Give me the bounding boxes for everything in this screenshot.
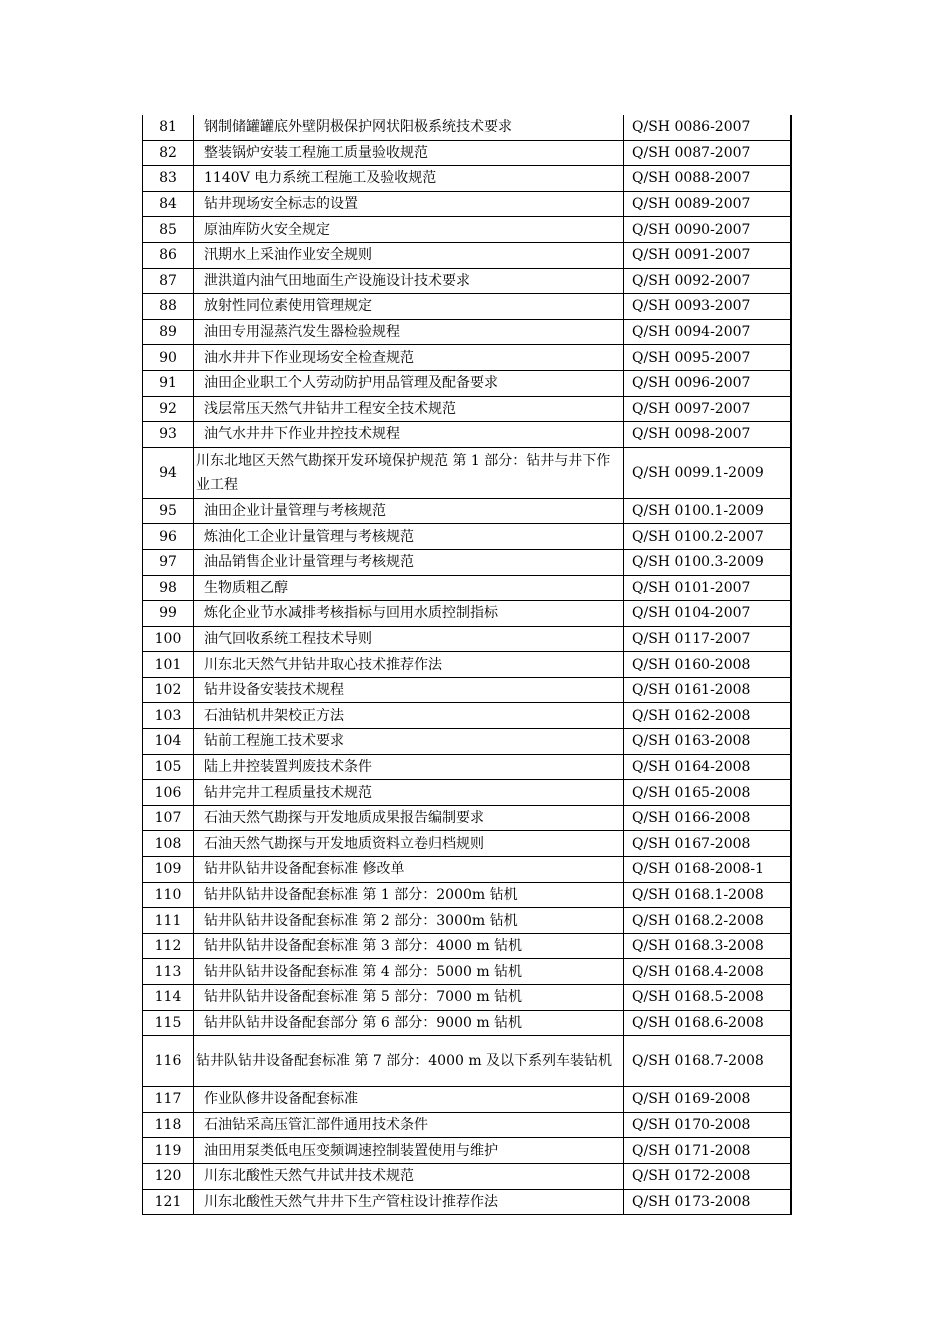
standard-name-cell: 1140V 电力系统工程施工及验收规范: [194, 166, 624, 192]
standard-name-cell: 油田企业职工个人劳动防护用品管理及配备要求: [194, 370, 624, 396]
standard-name-cell: 泄洪道内油气田地面生产设施设计技术要求: [194, 268, 624, 294]
standard-name-cell: 炼油化工企业计量管理与考核规范: [194, 524, 624, 550]
standard-code-cell: Q/SH 0171-2008: [624, 1138, 791, 1164]
row-number-cell: 84: [143, 191, 194, 217]
standard-name-cell: 浅层常压天然气井钻井工程安全技术规范: [194, 396, 624, 422]
standard-name-cell: 原油库防火安全规定: [194, 217, 624, 243]
standard-code-cell: Q/SH 0089-2007: [624, 191, 791, 217]
standard-code-cell: Q/SH 0100.1-2009: [624, 498, 791, 524]
row-number-cell: 109: [143, 857, 194, 883]
standard-name-cell: 整装锅炉安装工程施工质量验收规范: [194, 140, 624, 166]
standard-code-cell: Q/SH 0162-2008: [624, 703, 791, 729]
standard-code-cell: Q/SH 0168.3-2008: [624, 933, 791, 959]
standard-name-cell: 川东北酸性天然气井试井技术规范: [194, 1163, 624, 1189]
row-number-cell: 96: [143, 524, 194, 550]
standard-name-cell: 钻井队钻井设备配套标准 第 2 部分：3000m 钻机: [194, 908, 624, 934]
standard-code-cell: Q/SH 0165-2008: [624, 780, 791, 806]
table-row: [143, 1087, 791, 1113]
row-number-cell: 117: [143, 1087, 194, 1113]
table-row: [143, 857, 791, 883]
standard-code-cell: Q/SH 0100.2-2007: [624, 524, 791, 550]
standard-name-cell: 油气回收系统工程技术导则: [194, 626, 624, 652]
standard-name-cell: 陆上井控装置判废技术条件: [194, 754, 624, 780]
standards-table-body: [143, 115, 791, 1215]
table-row: [143, 115, 791, 140]
row-number-cell: 118: [143, 1112, 194, 1138]
row-number-cell: 111: [143, 908, 194, 934]
table-row: [143, 1189, 791, 1215]
table-row: [143, 780, 791, 806]
standard-code-cell: Q/SH 0170-2008: [624, 1112, 791, 1138]
standard-name-cell: 川东北天然气井钻井取心技术推荐作法: [194, 652, 624, 678]
table-row: [143, 370, 791, 396]
standard-code-cell: Q/SH 0098-2007: [624, 422, 791, 448]
standard-name-cell: 作业队修井设备配套标准: [194, 1087, 624, 1113]
table-row: [143, 601, 791, 627]
standard-name-cell: 油田企业计量管理与考核规范: [194, 498, 624, 524]
standard-name-cell: 油品销售企业计量管理与考核规范: [194, 549, 624, 575]
table-row: [143, 191, 791, 217]
table-row: [143, 805, 791, 831]
table-row: [143, 422, 791, 448]
standard-code-cell: Q/SH 0168.6-2008: [624, 1010, 791, 1036]
standard-code-cell: Q/SH 0168.2-2008: [624, 908, 791, 934]
table-row: [143, 959, 791, 985]
row-number-cell: 97: [143, 549, 194, 575]
row-number-cell: 110: [143, 882, 194, 908]
table-row: [143, 345, 791, 371]
table-row: [143, 882, 791, 908]
table-row: [143, 166, 791, 192]
row-number-cell: 94: [143, 447, 194, 498]
table-row: [143, 242, 791, 268]
table-row: [143, 908, 791, 934]
standard-name-cell: 油田用泵类低电压变频调速控制装置使用与维护: [194, 1138, 624, 1164]
row-number-cell: 116: [143, 1036, 194, 1087]
row-number-cell: 91: [143, 370, 194, 396]
table-row: [143, 1036, 791, 1087]
table-row: [143, 677, 791, 703]
standard-name-cell: 油气水井井下作业井控技术规程: [194, 422, 624, 448]
standard-code-cell: Q/SH 0161-2008: [624, 677, 791, 703]
table-row: [143, 729, 791, 755]
standard-code-cell: Q/SH 0093-2007: [624, 294, 791, 320]
row-number-cell: 81: [143, 115, 194, 140]
standard-code-cell: Q/SH 0160-2008: [624, 652, 791, 678]
standard-code-cell: Q/SH 0099.1-2009: [624, 447, 791, 498]
standard-code-cell: Q/SH 0164-2008: [624, 754, 791, 780]
row-number-cell: 95: [143, 498, 194, 524]
standard-name-cell: 钻井队钻井设备配套标准 第 5 部分：7000 m 钻机: [194, 985, 624, 1011]
standard-code-cell: Q/SH 0090-2007: [624, 217, 791, 243]
standard-name-cell: 石油天然气勘探与开发地质资料立卷归档规则: [194, 831, 624, 857]
standard-code-cell: Q/SH 0168.1-2008: [624, 882, 791, 908]
table-row: [143, 217, 791, 243]
standard-name-cell: 钻井设备安装技术规程: [194, 677, 624, 703]
standard-code-cell: Q/SH 0167-2008: [624, 831, 791, 857]
standard-code-cell: Q/SH 0092-2007: [624, 268, 791, 294]
standard-code-cell: Q/SH 0104-2007: [624, 601, 791, 627]
row-number-cell: 121: [143, 1189, 194, 1215]
standard-code-cell: Q/SH 0163-2008: [624, 729, 791, 755]
row-number-cell: 93: [143, 422, 194, 448]
table-row: [143, 1010, 791, 1036]
row-number-cell: 90: [143, 345, 194, 371]
row-number-cell: 92: [143, 396, 194, 422]
row-number-cell: 87: [143, 268, 194, 294]
standard-name-cell: 炼化企业节水减排考核指标与回用水质控制指标: [194, 601, 624, 627]
standard-name-cell: 油田专用湿蒸汽发生器检验规程: [194, 319, 624, 345]
table-row: [143, 831, 791, 857]
standard-name-cell: 钻井队钻井设备配套标准 第 4 部分：5000 m 钻机: [194, 959, 624, 985]
table-row: [143, 703, 791, 729]
row-number-cell: 106: [143, 780, 194, 806]
standard-code-cell: Q/SH 0168.7-2008: [624, 1036, 791, 1087]
row-number-cell: 104: [143, 729, 194, 755]
row-number-cell: 113: [143, 959, 194, 985]
table-row: [143, 933, 791, 959]
standard-name-cell: 川东北地区天然气勘探开发环境保护规范 第 1 部分：钻井与井下作业工程: [194, 447, 624, 498]
row-number-cell: 98: [143, 575, 194, 601]
row-number-cell: 89: [143, 319, 194, 345]
standard-code-cell: Q/SH 0100.3-2009: [624, 549, 791, 575]
standard-code-cell: Q/SH 0117-2007: [624, 626, 791, 652]
standard-name-cell: 生物质粗乙醇: [194, 575, 624, 601]
row-number-cell: 108: [143, 831, 194, 857]
row-number-cell: 119: [143, 1138, 194, 1164]
row-number-cell: 88: [143, 294, 194, 320]
table-row: [143, 754, 791, 780]
standard-code-cell: Q/SH 0088-2007: [624, 166, 791, 192]
standard-name-cell: 钢制储罐罐底外壁阴极保护网状阳极系统技术要求: [194, 115, 624, 140]
standard-name-cell: 汛期水上采油作业安全规则: [194, 242, 624, 268]
standard-code-cell: Q/SH 0097-2007: [624, 396, 791, 422]
row-number-cell: 115: [143, 1010, 194, 1036]
table-row: [143, 447, 791, 498]
row-number-cell: 102: [143, 677, 194, 703]
standard-name-cell: 钻井队钻井设备配套标准 第 1 部分：2000m 钻机: [194, 882, 624, 908]
standard-code-cell: Q/SH 0172-2008: [624, 1163, 791, 1189]
row-number-cell: 100: [143, 626, 194, 652]
standard-name-cell: 钻井队钻井设备配套标准 第 3 部分：4000 m 钻机: [194, 933, 624, 959]
row-number-cell: 105: [143, 754, 194, 780]
table-row: [143, 294, 791, 320]
table-row: [143, 498, 791, 524]
standard-code-cell: Q/SH 0173-2008: [624, 1189, 791, 1215]
table-row: [143, 549, 791, 575]
row-number-cell: 107: [143, 805, 194, 831]
standard-code-cell: Q/SH 0168.5-2008: [624, 985, 791, 1011]
table-row: [143, 985, 791, 1011]
table-row: [143, 396, 791, 422]
row-number-cell: 85: [143, 217, 194, 243]
row-number-cell: 86: [143, 242, 194, 268]
standard-name-cell: 钻前工程施工技术要求: [194, 729, 624, 755]
table-row: [143, 524, 791, 550]
standard-name-cell: 钻井队钻井设备配套标准 修改单: [194, 857, 624, 883]
table-row: [143, 319, 791, 345]
standard-name-cell: 川东北酸性天然气井井下生产管柱设计推荐作法: [194, 1189, 624, 1215]
standard-name-cell: 钻井队钻井设备配套部分 第 6 部分：9000 m 钻机: [194, 1010, 624, 1036]
standard-code-cell: Q/SH 0101-2007: [624, 575, 791, 601]
row-number-cell: 82: [143, 140, 194, 166]
table-row: [143, 268, 791, 294]
standard-code-cell: Q/SH 0169-2008: [624, 1087, 791, 1113]
table-row: [143, 575, 791, 601]
table-row: [143, 140, 791, 166]
table-row: [143, 1163, 791, 1189]
row-number-cell: 83: [143, 166, 194, 192]
standard-code-cell: Q/SH 0087-2007: [624, 140, 791, 166]
row-number-cell: 114: [143, 985, 194, 1011]
row-number-cell: 112: [143, 933, 194, 959]
standard-name-cell: 石油钻机井架校正方法: [194, 703, 624, 729]
standard-name-cell: 钻井现场安全标志的设置: [194, 191, 624, 217]
table-row: [143, 1138, 791, 1164]
standards-table: [142, 115, 792, 1215]
standard-name-cell: 放射性同位素使用管理规定: [194, 294, 624, 320]
standard-name-cell: 油水井井下作业现场安全检查规范: [194, 345, 624, 371]
table-row: [143, 626, 791, 652]
standard-code-cell: Q/SH 0086-2007: [624, 115, 791, 140]
standard-name-cell: 钻井完井工程质量技术规范: [194, 780, 624, 806]
standard-code-cell: Q/SH 0096-2007: [624, 370, 791, 396]
table-row: [143, 1112, 791, 1138]
row-number-cell: 103: [143, 703, 194, 729]
standard-code-cell: Q/SH 0095-2007: [624, 345, 791, 371]
standard-code-cell: Q/SH 0166-2008: [624, 805, 791, 831]
row-number-cell: 120: [143, 1163, 194, 1189]
standard-name-cell: 石油天然气勘探与开发地质成果报告编制要求: [194, 805, 624, 831]
standard-code-cell: Q/SH 0091-2007: [624, 242, 791, 268]
row-number-cell: 101: [143, 652, 194, 678]
table-row: [143, 652, 791, 678]
standard-name-cell: 钻井队钻井设备配套标准 第 7 部分：4000 m 及以下系列车装钻机: [194, 1036, 624, 1087]
standard-code-cell: Q/SH 0094-2007: [624, 319, 791, 345]
standard-code-cell: Q/SH 0168.4-2008: [624, 959, 791, 985]
row-number-cell: 99: [143, 601, 194, 627]
standard-name-cell: 石油钻采高压管汇部件通用技术条件: [194, 1112, 624, 1138]
standard-code-cell: Q/SH 0168-2008-1: [624, 857, 791, 883]
